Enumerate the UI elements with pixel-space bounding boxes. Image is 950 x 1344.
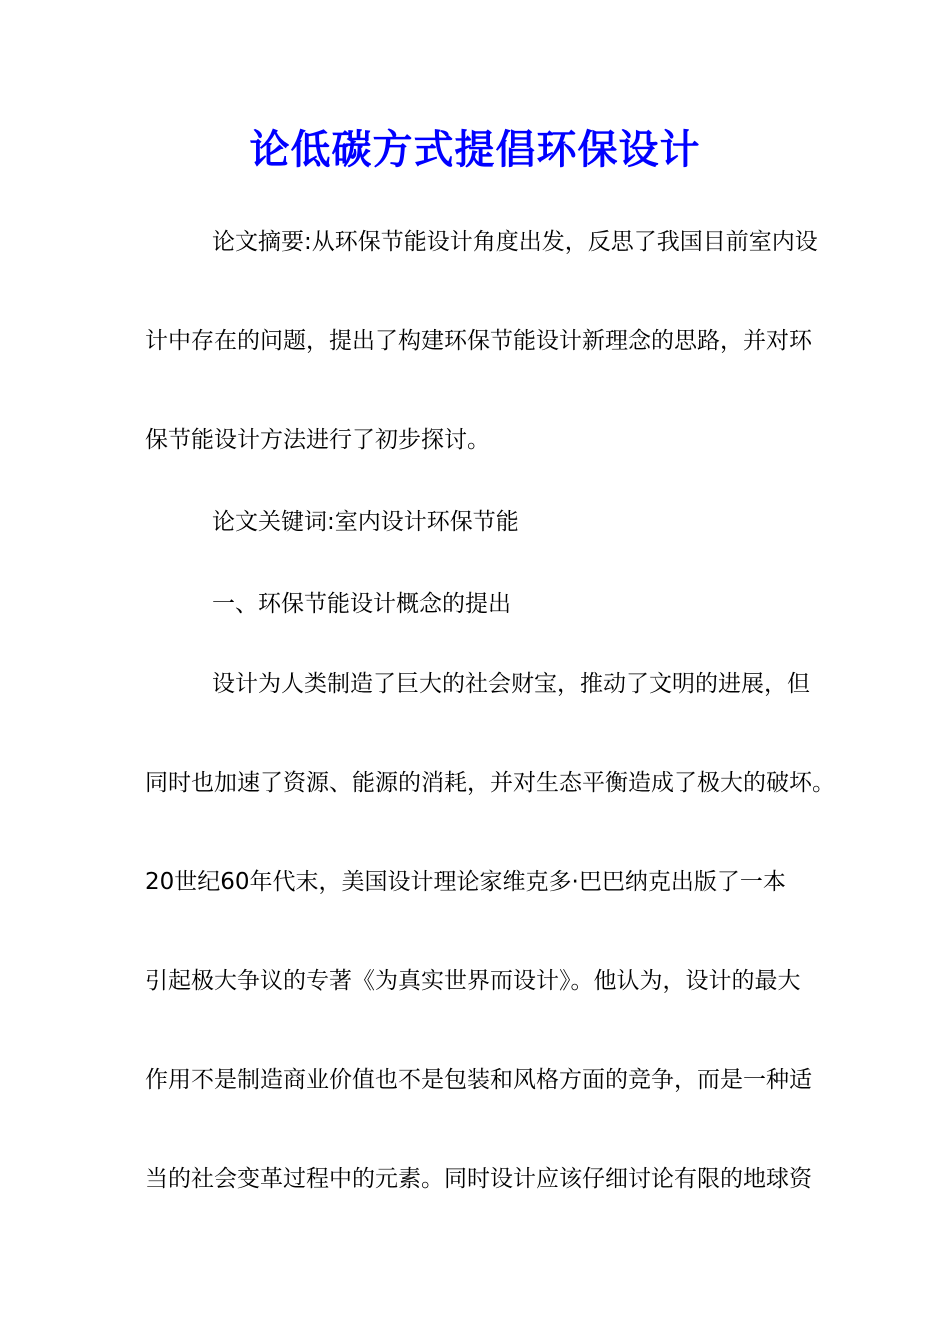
document-title: 论低碳方式提倡环保设计 xyxy=(249,126,701,173)
body-line-4: 引起极大争议的专著《为真实世界而设计》。他认为，设计的最大 xyxy=(145,968,801,994)
body-line-5: 作用不是制造商业价值也不是包装和风格方面的竞争，而是一种适 xyxy=(145,1067,812,1093)
abstract-line-2: 计中存在的问题，提出了构建环保节能设计新理念的思路，并对环 xyxy=(145,328,812,354)
body-line-1: 设计为人类制造了巨大的社会财宝，推动了文明的进展，但 xyxy=(212,671,810,697)
keywords-line: 论文关键词:室内设计环保节能 xyxy=(212,509,519,535)
abstract-line-3: 保节能设计方法进行了初步探讨。 xyxy=(145,427,490,453)
body-line-3: 20世纪60年代末，美国设计理论家维克多·巴巴纳克出版了一本 xyxy=(145,869,786,895)
body-line-6: 当的社会变革过程中的元素。同时设计应该仔细讨论有限的地球资 xyxy=(145,1166,812,1192)
abstract-line-1: 论文摘要:从环保节能设计角度出发，反思了我国目前室内设 xyxy=(212,229,818,255)
section-heading: 一、环保节能设计概念的提出 xyxy=(212,591,511,617)
body-line-2: 同时也加速了资源、能源的消耗，并对生态平衡造成了极大的破坏。 xyxy=(145,770,835,796)
